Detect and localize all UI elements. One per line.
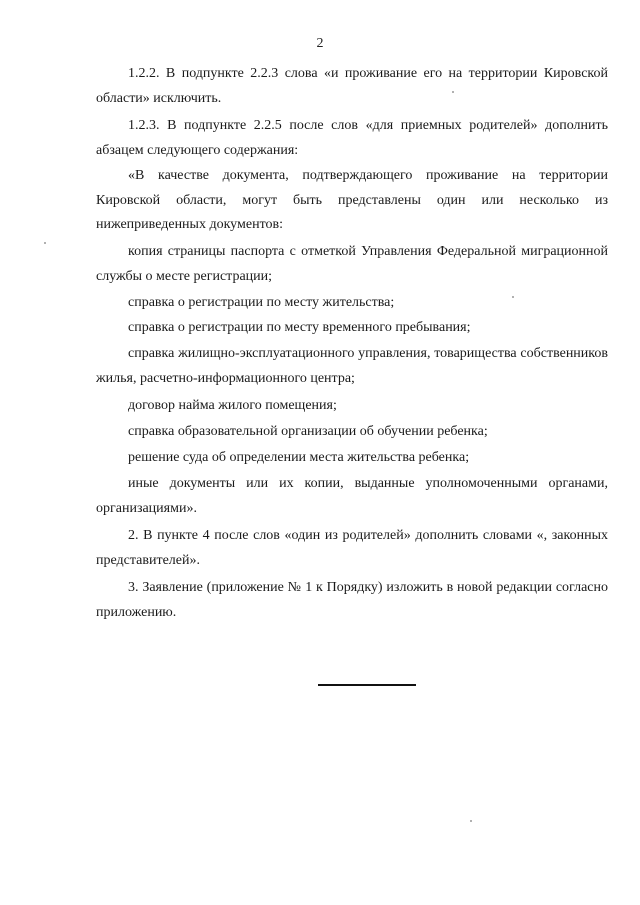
paragraph-text: решение суда об определении места жительства ребенка; — [128, 450, 470, 465]
paragraph-text: справка жилищно-эксплуатационного управления, товарищества собственников жилья, расчетно-информационного центра; — [96, 346, 608, 386]
list-item-residence-registration — [96, 291, 608, 316]
scan-speck — [44, 242, 46, 244]
paragraph-text: копия страницы паспорта с отметкой Управления Федеральной миграционной службы о месте регистрации; — [96, 244, 608, 284]
paragraph-text: «В качестве документа, подтверждающего проживание на территории Кировской области, могут быть представлены один или несколько из нижеприведенных документов: — [96, 168, 608, 233]
paragraph-item-2 — [96, 524, 608, 573]
paragraph-text: справка о регистрации по месту жительства; — [128, 295, 395, 310]
paragraph-text: договор найма жилого помещения; — [128, 398, 337, 413]
paragraph-text: иные документы или их копии, выданные уполномоченными органами, организациями». — [96, 476, 608, 516]
paragraph-document-intro — [96, 164, 608, 238]
paragraph-1-2-2 — [96, 62, 608, 111]
list-item-other-documents — [96, 472, 608, 521]
list-item-school-certificate — [96, 420, 608, 445]
paragraph-text: справка образовательной организации об обучении ребенка; — [128, 424, 488, 439]
scan-speck — [470, 820, 472, 822]
paragraph-text: 2. В пункте 4 после слов «один из родителей» дополнить словами «, законных представителей». — [96, 528, 608, 568]
page-number: 2 — [316, 36, 324, 51]
paragraph-1-2-3 — [96, 114, 608, 163]
paragraph-text: 1.2.3. В подпункте 2.2.5 после слов «для приемных родителей» дополнить абзацем следующего содержания: — [96, 118, 608, 158]
list-item-housing-certificate — [96, 342, 608, 391]
scan-speck — [512, 296, 514, 298]
paragraph-item-3 — [96, 576, 608, 625]
paragraph-text: справка о регистрации по месту временного пребывания; — [128, 320, 471, 335]
paragraph-text: 3. Заявление (приложение № 1 к Порядку) изложить в новой редакции согласно приложению. — [96, 580, 608, 620]
list-item-temporary-registration — [96, 316, 608, 341]
list-item-passport — [96, 240, 608, 289]
list-item-court-decision — [96, 446, 608, 471]
list-item-lease-agreement — [96, 394, 608, 419]
paragraph-text: 1.2.2. В подпункте 2.2.3 слова «и проживание его на территории Кировской области» исключить. — [96, 66, 608, 106]
scan-speck — [452, 91, 454, 93]
end-divider-line — [318, 684, 416, 686]
